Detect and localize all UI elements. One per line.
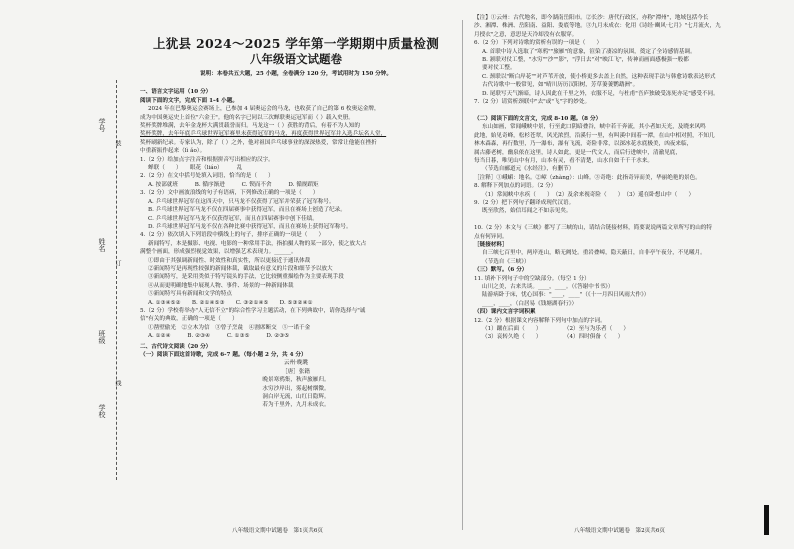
text-line: 奖杯刷新纪录。专家认为，除了（ ）之外，他对祖国乒乓球事业的深深热爱，常常让他能在挫折 [140, 139, 377, 146]
text-line: 云州·晚眺 [283, 360, 309, 367]
text-line: （一）阅读下面这首诗歌，完成 6-7 题。（每小题 2 分，共 4 分） [140, 352, 307, 358]
text-line: （1）蹴在后面（ ） （2）至与为乐者（ ） [482, 326, 629, 333]
text-line: A. ①③④⑤② B. ②①④⑤③ C. ③②①④⑤ D. ⑤③②④① [148, 299, 313, 306]
text-line: C. 乒乓球世界冠军马龙不仅获得冠军，而且在四届赛事中创下佳绩。 [148, 215, 318, 222]
text-line: 新闻特写，本是摄影、电视、电影的一种常用手法，指拍摄人物的某一部分，使之放大占 [148, 240, 367, 247]
text-line: 古代诗歌中一般常见，如"晴川历历汉阳树，芳草萋萋鹦鹉洲"。 [482, 82, 639, 89]
text-line: 陆游病卧于床，忧心国事："____，____"（《十一月四日风雨大作》） [482, 292, 650, 299]
text-line: 二、古代诗文阅读（20 分） [140, 343, 212, 350]
school-label: 学校 [98, 404, 106, 418]
text-line: A. ①②④ B. ②③④ C. ①③⑤ D. ②③⑤ [148, 333, 290, 340]
text-line: 要对仗工整。 [482, 65, 516, 72]
text-line: （二）阅读下面的文言文，完成 8-10 题。（8 分） [474, 115, 602, 122]
right-page-footer: 八年级语文期中试题卷 第2页共6页 [574, 528, 666, 534]
name-label: 姓名 [98, 238, 106, 252]
text-line: 11. 填补下列句子中的空缺部分。（每空 1 分） [474, 275, 590, 282]
text-line: （节选自郦道元《水经注》，有删节） [482, 166, 575, 173]
text-line [474, 106, 782, 114]
text-line: （节选自《三峡》） [482, 258, 530, 265]
text-line: 6.（2 分）下列对诗歌的赏析有误的一项是（ ） [474, 40, 603, 47]
text-line: 奖杯奖牌，去年年底乒乓球世界冠军赛里未获得冠军的马龙，再度获得世界冠军并入选乒坛名人堂， [140, 131, 387, 138]
text-line: 奖杯奖牌堆满，去年金龙杯大满贯载誉而归。马龙这一（ ）获胜的背后，有着不为人知的 [140, 123, 360, 130]
text-line: ③新闻特写，是采用类似于特写镜头的手法，它比较侧重描绘作为主要表现手段 [148, 274, 344, 281]
text-line: 12.（2 分）根据课文内容解释下列句中加点的字词。 [474, 317, 606, 324]
text-line: 3.（2 分）文中画波浪线的句子有语病，下列修改正确的一项是（ ） [140, 190, 319, 197]
text-line: 属古藤老树，幽泉依在这里，诗人如此，更是一代文人，而后行进峡中，清澈见底， [474, 149, 681, 156]
exam-title: 上犹县 2024～2025 学年第一学期期中质量检测 [152, 36, 440, 51]
text-line: ④从而更明确地集中展现人物、事件、场景的一种新闻体裁 [148, 282, 294, 289]
seam-char: 装 [114, 140, 121, 146]
text-line: 水穷沙岸出，雾起树烟微。 [262, 385, 330, 392]
text-line: 【注】①云州：古代地名，即今湖南岳阳市。②长沙：唐代行政区，亦称"潭州"，地域包括今长 [474, 15, 709, 21]
text-line: 晚景寒鸦集，秋声旅雁归。 [262, 377, 330, 384]
text-line: D. 乒乓球世界冠军马龙不仅在各种比赛中获得冠军，而且在赛场上获得冠军称号。 [148, 223, 352, 230]
text-line: 蝉联（ ） 眼花（liáo） 乱 [148, 165, 243, 172]
text-line: 月授衣"之意，意思是天冷却没有衣服穿。 [474, 31, 578, 38]
text-line: D. 尾联写天气渐暗，诗人因此在千里之外，衣服不足，与杜甫"吾庐独破受冻死亦足"感受不同。 [482, 90, 719, 97]
text-line: ［链接材料］ [474, 241, 508, 248]
text-line: 10.（2 分）本文与《三峡》都写了三峡的山，请结合链接材料，简要说说两篇文章所写的山的特 [474, 225, 712, 232]
left-question-list [140, 86, 452, 409]
text-line: 每当日暮，唯见山中有月，山本有灵，看不清楚，山水自如千千千水来。 [474, 157, 654, 164]
text-line: 8. 解释下列加点的词语。（2 分） [474, 183, 557, 190]
text-line: 林木森森，再行数里，乃一瀑布，瀑有飞流，奇险非常，以深冰花水底极美，凶夜来临， [474, 141, 693, 148]
text-line: ①凿壁偷光 ②立木为信 ③曾子烹彘 ④割席断交 ⑤一诺千金 [148, 324, 311, 331]
text-line: B. 乒乓球世界冠军马龙不仅在四届赛事中获得冠军，而且在赛场上创造了纪录。 [148, 207, 346, 214]
text-line: A. 首联中诗人选取了"寒鸦""旅雁"的意象，渲染了凄凉的氛围，奠定了全诗感情基调。 [482, 48, 696, 55]
text-line: B. 颔联对仗工整，"水穷""沙""影"，"浮日去"对"映江飞"，传神而画面感极强一般都 [482, 57, 689, 64]
text-line: ____，____，（白居易《钱塘湖春行》） [482, 300, 578, 307]
seam-char: 线 [114, 380, 121, 386]
text-line: ②新闻特写是再现性较强的新闻体裁，截取最有意义的片段和细节予以放大 [148, 265, 333, 272]
text-line: 自三峡七百里中，两岸连山，略无阙处。重岩叠嶂，隐天蔽日，自非亭午夜分，不见曦月。 [482, 250, 706, 257]
exam-subtitle: 八年级语文试题卷 [250, 52, 342, 66]
text-line: A. 按部就班 B. 循序渐进 C. 锲而不舍 D. 循规蹈矩 [148, 181, 319, 188]
seam-char: 订 [114, 260, 121, 266]
text-line: （1）常闻峡中水疾（ ） （2）及余来视奇险（ ） （3）遥在卧想山中（ ） [482, 191, 695, 198]
exam-instructions: 说明：本卷共五大题，25 小题，全卷满分 120 分，考试用时为 150 分钟。 [200, 71, 392, 77]
text-line: （三）默写。（6 分） [474, 267, 528, 274]
text-line: 7.（2 分）请赏析颈联中"去"或"飞"字的妙处。 [474, 99, 591, 106]
text-line: 信"有关的典故，正确的一项是（ ） [140, 316, 238, 323]
text-line: 一、语言文字运用（10 分） [140, 89, 212, 96]
text-line: （四）课内文言字词积累 [474, 309, 536, 316]
text-line: A. 乒乓球世界冠军在这四天中，只马龙不仅获得了冠军并荣获了冠军称号。 [148, 198, 335, 205]
text-line: ⑤新闻特写具有新闻和文学的特点 [148, 291, 232, 298]
text-line: 洞白岸无流，山红日隐辉。 [262, 394, 330, 401]
page-left [140, 14, 452, 534]
text-line: 9.（2 分）把下列句子翻译成现代汉语。 [474, 199, 575, 206]
page-right [474, 14, 782, 534]
text-line: C. 颈联以"断白岸花""对芦苇开放，使小桥更多去盖上自然，这种表现手法与韩愈诗歌表达形式 [482, 73, 716, 80]
text-line: ［唐］张籍 [282, 368, 310, 375]
text-line: 此地，始见奇峰，松杉苍翠，风光浓烈，沿溪行一里，有叫溪中间着一潭，在山中相对照，不知几 [474, 132, 715, 139]
text-line: 2.（2 分）在文中括号处填入词语，恰当的是（ ） [140, 173, 274, 180]
text-line: 2024 年在巴黎奥运会赛场上，已参加 4 届奥运会的马龙，也收获了自己的第 6 枚奥运金牌， [148, 106, 380, 113]
text-line: 4.（2 分）依次填入下列语段中横线上的句子，排序正确的一项是（ ） [140, 232, 325, 239]
text-line: 沙、湘潭、株洲、岳阳南、益阳、娄底等地。③九月未成衣：化用《诗经·豳风·七月》"七月流火，九 [474, 23, 721, 30]
text-line: 阅读下面的文字，完成下面 1-4 小题。 [140, 97, 238, 104]
text-line: 成为中国奥运史上首位"六金王"。他的名字已同以三次蝉联奥运冠军而（ ）载入史册。 [140, 114, 354, 121]
student-id-label: 学号 [98, 118, 106, 132]
text-line: 中重新振作起来（lì ǎo）。 [140, 148, 206, 155]
text-line: 5.（2 分）学校将举办"人无信不立"的综合性学习主题活动，在下列典故中，请你选择与"诚 [140, 307, 366, 314]
text-line: ［注释］①峨嵋：地名。②嶂（zhàng）：山峰。③奇绝：此指奇异而美，华丽绝艳的景色。 [474, 174, 701, 181]
left-page-footer: 八年级语文期中试题卷 第1页共6页 [232, 528, 324, 534]
text-line: 东山如画，常闻峨峡中景，行至此口阴暗叠谷，峡中若干奔流，其小者如天光，及晓来风鸣 [482, 124, 706, 131]
text-line [474, 216, 782, 224]
text-line: 满整个画面，形成强烈视觉效果，以增强艺术表现力。______。 [140, 249, 297, 256]
text-line: 山川之美，古来共谈。____，____。（《答谢中书书》） [482, 284, 614, 290]
text-line: 点有何异同。 [474, 233, 508, 240]
page-divider [462, 20, 463, 530]
text-line: ①即由于其强调新闻性、时效性和真实性，所以更接近于通讯体裁 [148, 257, 311, 264]
class-label: 班级 [98, 330, 106, 344]
scan-mark [764, 505, 769, 535]
right-question-list [474, 14, 782, 342]
text-line: 既至欣然，始信耳闻之不如亲见矣。 [482, 208, 572, 215]
text-line: 若为千里外，九月未成衣。 [262, 402, 330, 409]
text-line: 1.（2 分）给加点字注音和根据拼音写出相应的汉字。 [140, 156, 274, 163]
text-line: （3）哀转久绝（ ） （4）四时俱备（ ） [482, 334, 624, 341]
